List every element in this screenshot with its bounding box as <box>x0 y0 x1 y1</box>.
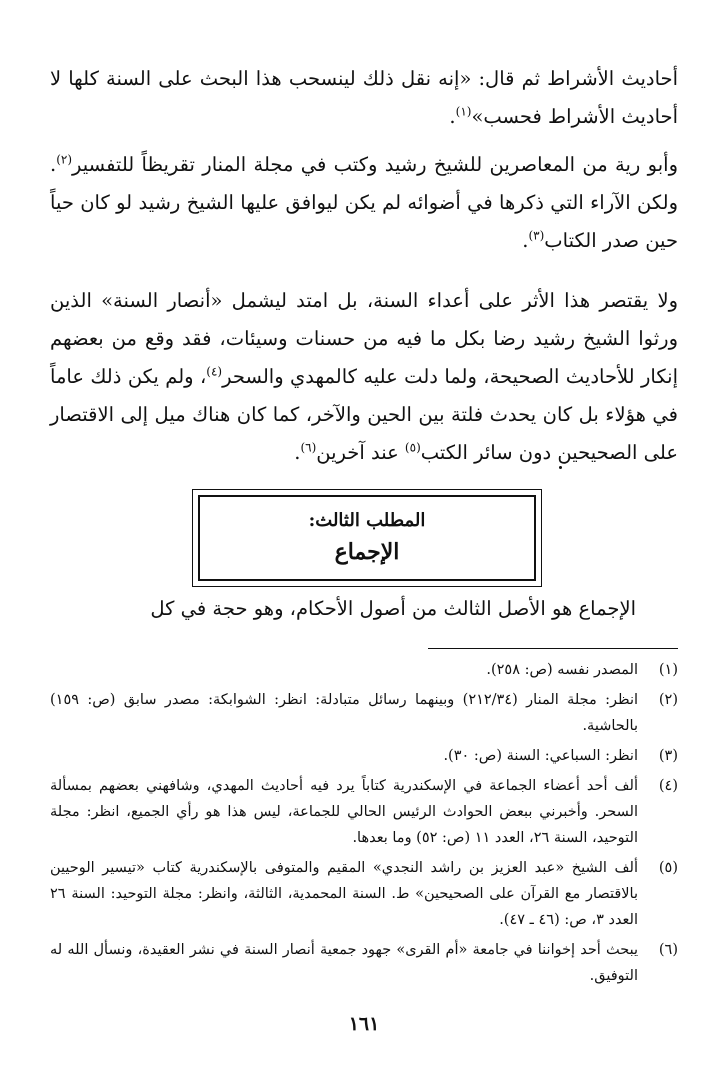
paragraph-1 <box>50 60 678 136</box>
page-number: ١٦١ <box>348 1013 380 1035</box>
footnote-text: ألف الشيخ «عبد العزيز بن راشد النجدي» المقيم والمتوفى بالإسكندرية كتاب «تيسير الوحيين بالاقتصار مع القرآن على الصحيحين» ط. السنة المحمدية، الثالثة، وانظر: مجلة التوحيد: السنة ٢٦ العدد ٣، ص: (٤٦ ـ ٤٧). <box>50 860 638 928</box>
section-label: المطلب الثالث: <box>308 510 426 531</box>
footnote <box>50 657 678 683</box>
section-heading-inner <box>198 495 536 581</box>
footnote-ref: (٦) <box>300 440 317 455</box>
paragraph-tail: . <box>294 441 301 464</box>
section-title: الإجماع <box>334 539 400 565</box>
footnote <box>50 773 678 851</box>
footnote-number: (٣) <box>658 748 678 764</box>
footnote-ref: (٥) <box>404 440 421 455</box>
paragraph-tail: . <box>522 229 529 252</box>
footnote-text: انظر: السباعي: السنة (ص: ٣٠). <box>443 748 638 764</box>
footnote <box>50 855 678 933</box>
paragraph-text: وأبو رية من المعاصرين للشيخ رشيد وكتب في مجلة المنار تقريظاً للتفسير <box>72 153 678 176</box>
main-text <box>50 60 678 472</box>
footnote-number: (٦) <box>658 942 678 958</box>
footnote-number: (٢) <box>658 692 678 708</box>
paragraph-text: ولا يقتصر هذا الأثر على أعداء السنة، بل امتد ليشمل «أنصار السنة» الذين ورثوا الشيخ رشيد رضا بكل ما فيه من حسنات وسيئات، فقد وقع من بعضهم إنكار للأحاديث الصحيحة، ولما دلت عليه كالمهدي والسحر <box>50 289 678 388</box>
paragraph-text: عند آخرين <box>316 441 405 464</box>
footnotes <box>50 657 678 993</box>
section-heading-box <box>192 489 542 587</box>
paragraph-text: . ولكن الآراء التي ذكرها في أضوائه لم يكن ليوافق عليها الشيخ رشيد لو كان حياً حين صدر الكتاب <box>50 153 678 252</box>
footnote <box>50 937 678 989</box>
footnote-number: (٤) <box>658 778 678 794</box>
section-first-line: الإجماع هو الأصل الثالث من أصول الأحكام، وهو حجة في كل <box>150 597 636 620</box>
footnote-number: (١) <box>658 662 678 678</box>
footnote <box>50 743 678 769</box>
stray-dot <box>559 466 562 469</box>
footnote-number: (٥) <box>658 860 678 876</box>
footnote-text: ألف أحد أعضاء الجماعة في الإسكندرية كتاباً يرد فيه أحاديث المهدي، وشافهني بعضهم بمسألة السحر. وأخبرني ببعض الحوادث الرئيس الحالي للجماعة، ليس هذا هو رأي الجميع، انظر: مجلة التوحيد، السنة ٢٦، العدد ١١ (ص: ٥٢) وما بعدها. <box>50 778 638 846</box>
paragraph-3 <box>50 282 678 472</box>
footnote-separator <box>428 648 678 649</box>
footnote-text: المصدر نفسه (ص: ٢٥٨). <box>486 662 638 678</box>
footnote-ref: (١) <box>455 104 472 119</box>
footnote-ref: (٣) <box>528 228 545 243</box>
paragraph-2 <box>50 146 678 260</box>
footnote-text: يبحث أحد إخواننا في جامعة «أم القرى» جهود جمعية أنصار السنة في نشر العقيدة، ونسأل الله له التوفيق. <box>50 942 638 984</box>
footnote-ref: (٢) <box>56 152 73 167</box>
paragraph-text: ، ولم يكن ذلك عاماً في هؤلاء بل كان يحدث فلتة بين الحين والآخر، كما كان هناك ميل إلى الاقتصار على الصحيحين دون سائر الكتب <box>50 365 678 464</box>
footnote <box>50 687 678 739</box>
paragraph-tail: . <box>449 105 456 128</box>
footnote-text: انظر: مجلة المنار (٢١٢/٣٤) وبينهما رسائل متبادلة: انظر: الشوابكة: مصدر سابق (ص: ١٥٩) بالحاشية. <box>50 692 639 734</box>
paragraph-text: أحاديث الأشراط ثم قال: «إنه نقل ذلك لينسحب هذا البحث على السنة كلها لا أحاديث الأشراط فحسب» <box>50 67 678 128</box>
footnote-ref: (٤) <box>206 364 223 379</box>
